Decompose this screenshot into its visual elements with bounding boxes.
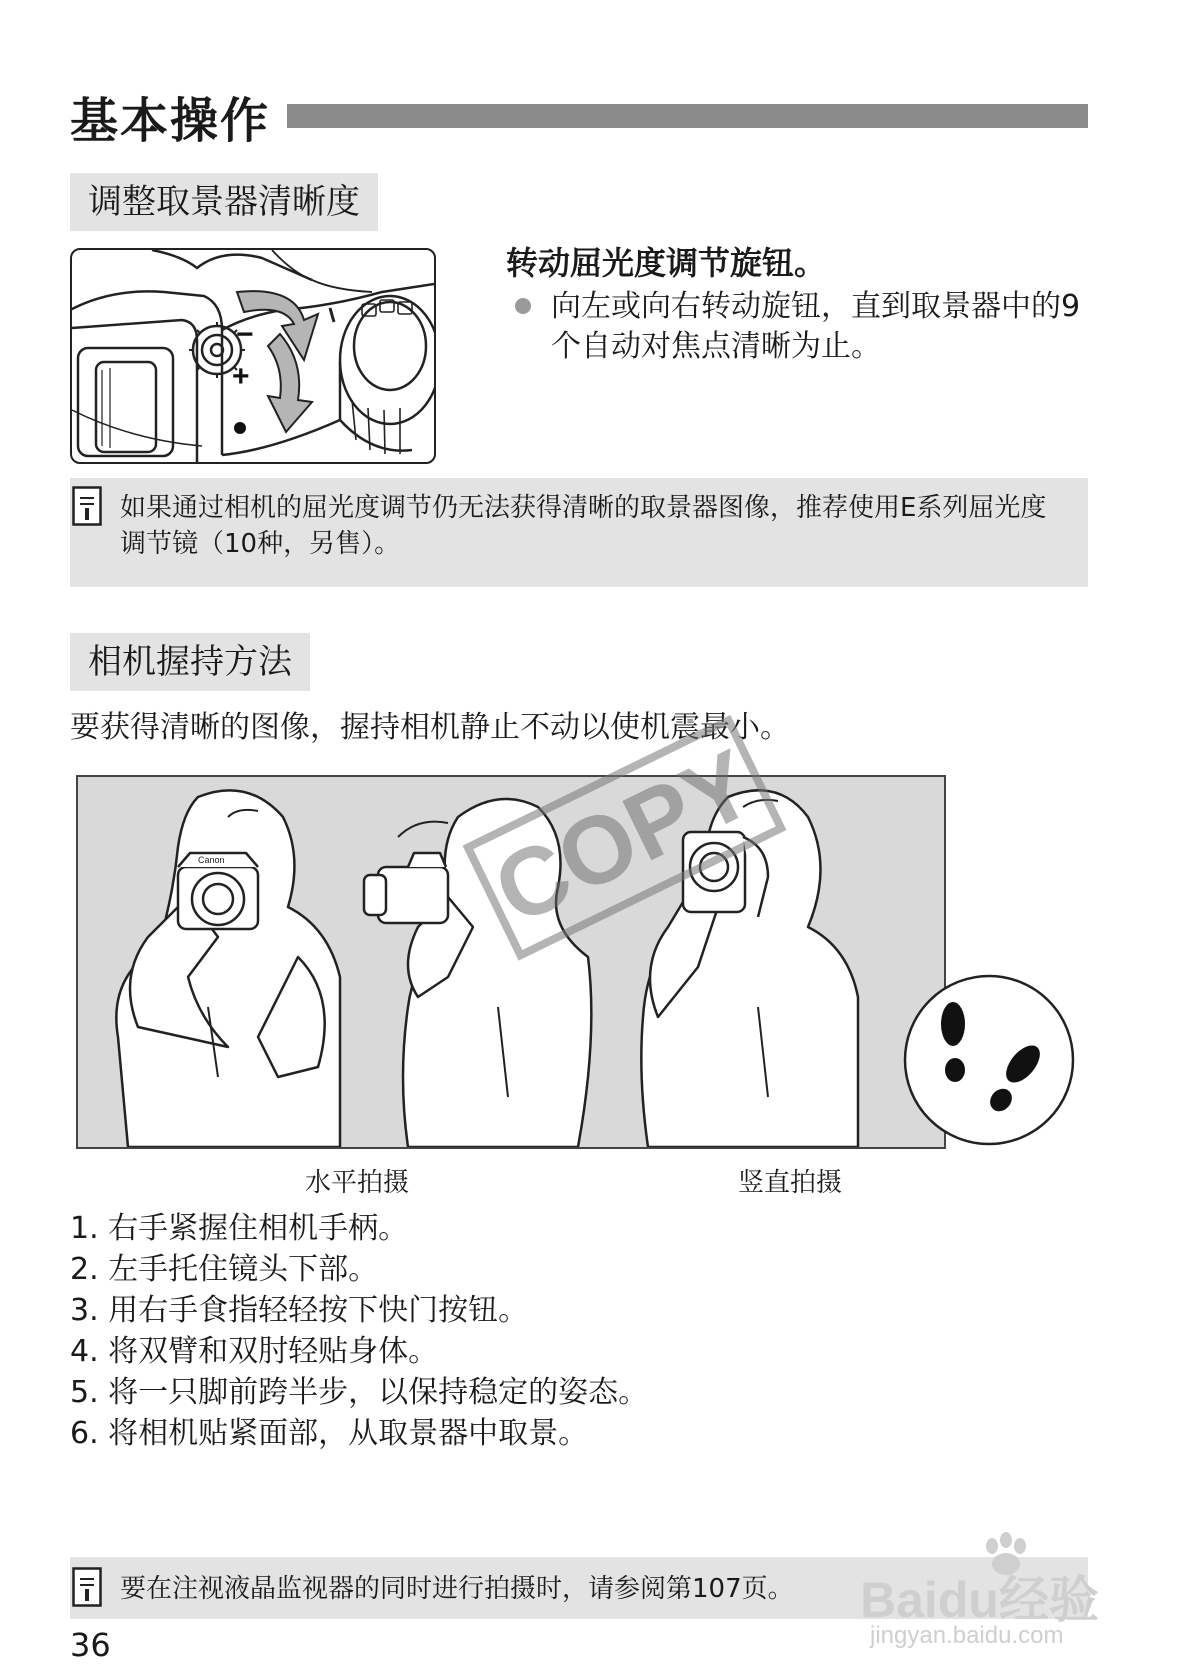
copy-stamp-text: COPY <box>478 729 770 946</box>
list-item: 3. 用右手食指轻轻按下快门按钮。 <box>70 1293 529 1328</box>
caption-vertical: 竖直拍摄 <box>738 1168 843 1198</box>
note-text-diopter: 如果通过相机的屈光度调节仍无法获得清晰的取景器图像，推荐使用E系列屈光度调节镜（10种，另售）。 <box>120 493 1047 559</box>
note-text-footer: 要在注视液晶监视器的同时进行拍摄时，请参阅第107页。 <box>120 1574 794 1604</box>
diopter-illustration <box>70 248 436 464</box>
section-heading-holding: 相机握持方法 <box>70 633 310 691</box>
section-heading-diopter: 调整取景器清晰度 <box>70 173 378 231</box>
list-item: 4. 将双臂和双肘轻贴身体。 <box>70 1334 439 1369</box>
list-item: 1. 右手紧握住相机手柄。 <box>70 1211 409 1246</box>
memo-icon <box>72 486 102 526</box>
watermark-brand-a: Bai <box>860 1572 938 1628</box>
caption-horizontal: 水平拍摄 <box>305 1168 410 1198</box>
watermark-brand-b: du <box>937 1572 999 1628</box>
watermark-brand-c: 经验 <box>998 1572 1099 1628</box>
baidu-watermark <box>860 1532 1186 1652</box>
camera-eyepiece-drawing <box>72 250 434 462</box>
stance-inset <box>903 974 1075 1146</box>
page-number: 36 <box>70 1626 111 1664</box>
holding-intro: 要获得清晰的图像，握持相机静止不动以使机震最小。 <box>70 710 790 745</box>
holding-steps-list <box>70 1208 648 1454</box>
watermark-url: jingyan.baidu.com <box>870 1622 1064 1649</box>
title-rule <box>287 104 1088 128</box>
step-title: 转动屈光度调节旋钮。 <box>506 244 827 282</box>
note-box-diopter <box>70 478 1088 587</box>
list-item: 2. 左手托住镜头下部。 <box>70 1252 379 1287</box>
step-bullet-text: 向左或向右转动旋钮，直到取景器中的9个自动对焦点清晰为止。 <box>551 289 1081 364</box>
dial-plus-mark: + <box>232 360 250 393</box>
page-title: 基本操作 <box>70 93 271 149</box>
copy-stamp <box>430 700 810 980</box>
memo-icon <box>72 1567 102 1607</box>
dial-minus-mark: − <box>236 318 254 351</box>
footprints-icon <box>903 974 1075 1146</box>
bullet-dot-icon <box>515 298 531 314</box>
list-item: 5. 将一只脚前跨半步，以保持稳定的姿态。 <box>70 1375 649 1410</box>
camera-brand-label: Canon <box>198 855 225 865</box>
list-item: 6. 将相机贴紧面部，从取景器中取景。 <box>70 1416 589 1451</box>
copy-stamp-graphic <box>430 700 810 980</box>
